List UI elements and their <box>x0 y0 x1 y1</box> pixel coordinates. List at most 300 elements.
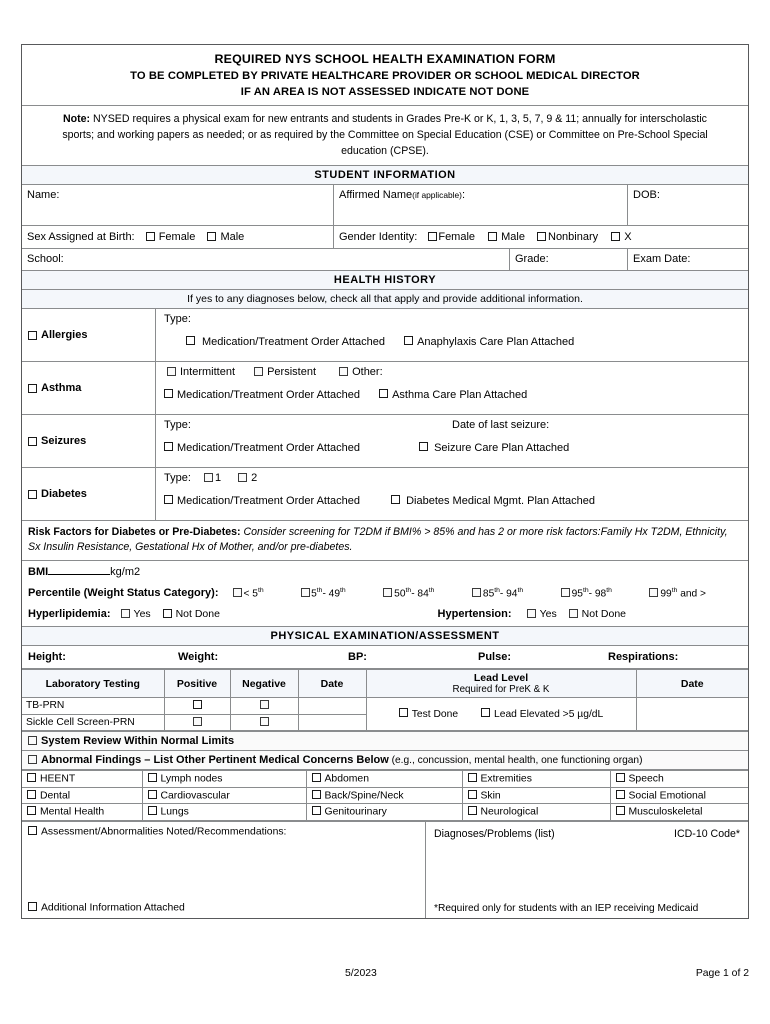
finding-back-spine-neck-label: Back/Spine/Neck <box>324 790 404 802</box>
risk-factors-row <box>22 521 748 561</box>
checkbox-icon[interactable] <box>481 708 490 717</box>
gender-option-x-label: X <box>624 231 632 244</box>
percentile-option-5-sup1: th <box>582 586 589 594</box>
sex-option-male[interactable] <box>207 231 244 243</box>
allergies-med-order-option[interactable] <box>186 336 385 348</box>
seizures-care-plan-option[interactable] <box>419 442 569 454</box>
percentile-option-6-post: and > <box>677 588 706 600</box>
risk-factors-block <box>22 521 748 560</box>
hyperlipidemia-notdone-label: Not Done <box>175 608 220 621</box>
finding-dental[interactable] <box>22 787 142 804</box>
lead-test-done-label: Test Done <box>411 708 459 720</box>
finding-mental-health[interactable] <box>22 804 142 821</box>
checkbox-icon[interactable] <box>28 826 37 835</box>
assessment-label: Assessment/Abnormalities Noted/Recommendations: <box>41 826 287 838</box>
diabetes-type-2-option[interactable] <box>238 472 257 484</box>
checkbox-icon[interactable] <box>616 773 625 782</box>
seizures-date-label: Date of last seizure: <box>452 419 550 432</box>
health-exam-form <box>21 44 749 919</box>
finding-lymph-nodes-label: Lymph nodes <box>160 773 223 785</box>
checkbox-icon[interactable] <box>28 902 37 911</box>
percentile-options <box>233 587 743 599</box>
health-history-band-row <box>22 271 748 290</box>
affirmed-name-field[interactable] <box>334 185 628 225</box>
revision-date: 5/2023 <box>345 968 377 979</box>
findings-grid-row <box>22 770 748 822</box>
dob-label: DOB: <box>633 189 660 202</box>
checkbox-icon[interactable] <box>616 790 625 799</box>
asthma-persistent-option[interactable] <box>254 366 316 378</box>
lead-test-done-option[interactable] <box>399 709 458 720</box>
allergies-label: Allergies <box>41 329 88 342</box>
finding-speech-label: Speech <box>628 773 664 785</box>
checkbox-icon[interactable] <box>167 367 176 376</box>
hypertension-group <box>438 608 742 620</box>
percentile-option-4-sup1: th <box>494 586 500 594</box>
finding-genitourinary-label: Genitourinary <box>324 806 387 818</box>
lipid-hypertension-line <box>28 608 742 620</box>
percentile-option-6-pre: 99 <box>660 588 672 600</box>
checkbox-icon[interactable] <box>193 700 202 709</box>
asthma-intermittent-option[interactable] <box>167 366 235 378</box>
checkbox-icon[interactable] <box>28 736 37 745</box>
tb-prn-date-cell[interactable] <box>298 698 366 715</box>
sex-option-female[interactable] <box>146 231 196 243</box>
checkbox-icon[interactable] <box>27 773 36 782</box>
name-label: Name: <box>27 189 60 202</box>
percentile-option-5-sup2: th <box>606 586 612 594</box>
seizures-care-plan-label: Seizure Care Plan Attached <box>434 441 570 454</box>
percentile-option-6[interactable] <box>649 587 706 599</box>
sex-option-male-label: Male <box>220 231 245 244</box>
sex-assigned-label: Sex Assigned at Birth: <box>27 231 135 244</box>
finding-mental-health-label: Mental Health <box>40 806 105 818</box>
diabetes-row <box>22 468 748 521</box>
allergies-med-order-label: Medication/Treatment Order Attached <box>202 335 386 348</box>
checkbox-icon[interactable] <box>312 790 321 799</box>
diabetes-type-label: Type: <box>164 472 191 485</box>
bmi-label: BMI <box>28 565 49 578</box>
diabetes-check[interactable] <box>22 468 156 520</box>
finding-dental-label: Dental <box>40 790 71 802</box>
system-review-option[interactable] <box>22 732 748 750</box>
gender-option-female-label: Female <box>438 231 476 244</box>
checkbox-icon[interactable] <box>28 490 37 499</box>
percentile-option-5-post: - 98 <box>588 588 607 600</box>
lead-date-cell[interactable] <box>636 698 748 731</box>
system-review-label: System Review Within Normal Limits <box>41 735 235 748</box>
name-row <box>22 185 748 226</box>
diagnoses-header <box>434 828 740 840</box>
finding-abdomen[interactable] <box>306 771 462 788</box>
lab-header-row <box>22 670 748 698</box>
checkbox-icon[interactable] <box>472 588 481 597</box>
asthma-persistent-label: Persistent <box>267 366 317 379</box>
finding-skin[interactable] <box>462 787 610 804</box>
finding-heent[interactable] <box>22 771 142 788</box>
allergies-care-plan-label: Anaphylaxis Care Plan Attached <box>417 335 575 348</box>
additional-info-option[interactable] <box>28 902 185 914</box>
vitals-row <box>22 646 748 669</box>
checkbox-icon[interactable] <box>148 773 157 782</box>
physical-exam-band: PHYSICAL EXAMINATION/ASSESSMENT <box>22 627 748 645</box>
asthma-label: Asthma <box>41 382 82 395</box>
checkbox-icon[interactable] <box>399 708 408 717</box>
grade-field[interactable] <box>510 249 628 270</box>
weight-field[interactable]: Weight: <box>178 651 219 664</box>
finding-speech[interactable] <box>610 771 748 788</box>
lab-col-lead-date: Date <box>636 670 748 698</box>
lead-elevated-label: Lead Elevated >5 µg/dL <box>493 708 604 720</box>
percentile-option-2-sup1: th <box>316 586 323 594</box>
checkbox-icon[interactable] <box>339 367 348 376</box>
finding-neurological-label: Neurological <box>480 806 539 818</box>
asthma-intermittent-label: Intermittent <box>180 366 236 379</box>
finding-neurological[interactable] <box>462 804 610 821</box>
diabetes-attachments <box>164 495 742 509</box>
diabetes-med-order-option[interactable] <box>164 495 360 507</box>
health-history-subband-row <box>22 290 748 309</box>
finding-musculoskeletal-label: Musculoskeletal <box>628 806 703 818</box>
checkbox-icon[interactable] <box>468 790 477 799</box>
student-information-band: STUDENT INFORMATION <box>22 166 748 184</box>
percentile-option-3[interactable] <box>383 587 434 599</box>
percentile-option-3-pre: 50 <box>394 588 406 600</box>
bmi-units: kg/m2 <box>110 565 141 578</box>
percentile-option-2-post: - 49 <box>322 588 341 600</box>
dob-field[interactable] <box>628 185 748 225</box>
hypertension-options <box>527 608 626 620</box>
abnormal-findings-row <box>22 751 748 770</box>
checkbox-icon[interactable] <box>419 442 428 451</box>
checkbox-icon[interactable] <box>404 336 413 345</box>
gender-option-male[interactable] <box>488 231 525 243</box>
percentile-option-4-post: - 94 <box>499 588 518 600</box>
icd-code-label: ICD-10 Code* <box>674 827 740 840</box>
finding-abdomen-label: Abdomen <box>324 773 369 785</box>
checkbox-icon[interactable] <box>163 609 172 618</box>
asthma-check[interactable] <box>22 362 156 414</box>
pulse-field[interactable]: Pulse: <box>478 651 512 664</box>
sickle-date-cell[interactable] <box>298 714 366 731</box>
checkbox-icon[interactable] <box>391 495 400 504</box>
note-text: NYSED requires a physical exam for new entrants and students in Grades Pre-K or K, 1, 3, 5, 7, 9 & 11; annually for interscholastic sports; and working papers as needed; or as required by the Committee on Special Education (CSE) or Committee on Pre-School Special education (CPSE). <box>62 112 708 157</box>
percentile-option-3-sup2: th <box>428 586 435 594</box>
table-row <box>22 771 748 788</box>
asthma-med-order-label: Medication/Treatment Order Attached <box>177 388 361 401</box>
finding-extremities[interactable] <box>462 771 610 788</box>
finding-skin-label: Skin <box>480 790 501 802</box>
gender-option-female[interactable] <box>428 231 475 243</box>
assessment-row <box>22 822 748 918</box>
checkbox-icon[interactable] <box>27 790 36 799</box>
checkbox-icon[interactable] <box>260 700 269 709</box>
lab-row-tb-prn: TB-PRN <box>22 698 164 715</box>
asthma-care-plan-label: Asthma Care Plan Attached <box>392 388 528 401</box>
seizures-check[interactable] <box>22 415 156 467</box>
page-number: Page 1 of 2 <box>695 968 749 979</box>
height-field[interactable]: Height: <box>28 651 66 664</box>
gender-option-nonbinary-label: Nonbinary <box>548 231 599 244</box>
diabetes-label: Diabetes <box>41 488 87 501</box>
hypertension-notdone-option[interactable] <box>569 608 626 620</box>
note-block <box>22 106 748 165</box>
lead-level-options-cell <box>366 698 636 731</box>
vitals-block <box>22 646 748 668</box>
hypertension-yes-label: Yes <box>539 608 557 621</box>
checkbox-icon[interactable] <box>312 806 321 815</box>
findings-grid <box>22 770 748 821</box>
name-field[interactable] <box>22 185 334 225</box>
checkbox-icon[interactable] <box>204 473 213 482</box>
checkbox-icon[interactable] <box>28 755 37 764</box>
asthma-other-option[interactable] <box>339 366 383 378</box>
affirmed-name-label: Affirmed Name <box>339 189 413 202</box>
bmi-line <box>28 566 742 578</box>
exam-date-label: Exam Date: <box>633 253 691 266</box>
checkbox-icon[interactable] <box>164 495 173 504</box>
gender-option-x[interactable] <box>611 231 631 243</box>
checkbox-icon[interactable] <box>233 588 242 597</box>
checkbox-icon[interactable] <box>379 389 388 398</box>
checkbox-icon[interactable] <box>27 806 36 815</box>
lab-col-negative: Negative <box>230 670 298 698</box>
bmi-block <box>22 561 748 626</box>
affirmed-name-colon: : <box>461 189 466 202</box>
additional-info-label: Additional Information Attached <box>41 902 185 914</box>
gender-identity-group <box>334 226 748 248</box>
allergies-type-label: Type: <box>164 313 191 326</box>
hypertension-notdone-label: Not Done <box>581 608 626 621</box>
checkbox-icon[interactable] <box>121 609 130 618</box>
diabetes-details <box>156 468 748 520</box>
percentile-option-2-pre: 5 <box>311 588 317 600</box>
sickle-positive-cell[interactable] <box>164 714 230 731</box>
form-title-line-2: TO BE COMPLETED BY PRIVATE HEALTHCARE PROVIDER OR SCHOOL MEDICAL DIRECTOR <box>130 69 640 82</box>
checkbox-icon[interactable] <box>428 232 437 241</box>
page-footer <box>21 968 749 979</box>
school-label: School: <box>27 253 64 266</box>
hyperlipidemia-yes-option[interactable] <box>121 608 151 620</box>
title-row <box>22 45 748 106</box>
form-title-line-3: IF AN AREA IS NOT ASSESSED INDICATE NOT DONE <box>240 85 530 98</box>
percentile-option-2[interactable] <box>301 587 346 599</box>
lab-col-testing: Laboratory Testing <box>22 670 164 698</box>
percentile-line <box>28 587 742 599</box>
hyperlipidemia-options <box>121 608 220 620</box>
finding-lungs-label: Lungs <box>160 806 189 818</box>
checkbox-icon[interactable] <box>616 806 625 815</box>
checkbox-icon[interactable] <box>468 806 477 815</box>
checkbox-icon[interactable] <box>28 331 37 340</box>
student-information-band-row <box>22 166 748 185</box>
finding-social-emotional[interactable] <box>610 787 748 804</box>
physical-exam-band-row <box>22 627 748 646</box>
respirations-field[interactable]: Respirations: <box>608 651 679 664</box>
hypertension-label: Hypertension: <box>437 608 512 621</box>
lab-col-date: Date <box>298 670 366 698</box>
seizures-label: Seizures <box>41 435 87 448</box>
finding-musculoskeletal[interactable] <box>610 804 748 821</box>
health-history-band: HEALTH HISTORY <box>22 271 748 289</box>
assessment-left <box>22 822 426 918</box>
asthma-details <box>156 362 748 414</box>
diabetes-type-2-label: 2 <box>251 472 258 485</box>
laboratory-testing-table <box>22 669 748 731</box>
percentile-option-3-post: - 84 <box>411 588 429 600</box>
checkbox-icon[interactable] <box>260 717 269 726</box>
seizures-row <box>22 415 748 468</box>
sex-gender-row <box>22 226 748 249</box>
percentile-label: Percentile (Weight Status Category): <box>28 587 219 600</box>
icd-footnote: *Required only for students with an IEP receiving Medicaid <box>434 902 699 914</box>
school-field[interactable] <box>22 249 510 270</box>
abnormal-findings-note: (e.g., concussion, mental health, one functioning organ) <box>388 755 643 767</box>
gender-option-nonbinary[interactable] <box>537 231 598 243</box>
finding-extremities-label: Extremities <box>480 773 532 785</box>
diabetes-type-1-label: 1 <box>214 472 222 485</box>
note-label: Note: <box>63 112 91 125</box>
checkbox-icon[interactable] <box>569 609 578 618</box>
checkbox-icon[interactable] <box>207 232 216 241</box>
exam-date-field[interactable] <box>628 249 748 270</box>
grade-label: Grade: <box>515 253 549 266</box>
lab-col-lead-level <box>366 670 636 698</box>
checkbox-icon[interactable] <box>186 336 195 345</box>
bmi-input[interactable] <box>48 574 110 575</box>
gender-identity-label: Gender Identity: <box>339 231 418 244</box>
allergies-care-plan-option[interactable] <box>404 336 574 348</box>
hypertension-yes-option[interactable] <box>527 608 557 620</box>
assessment-option[interactable] <box>28 826 419 838</box>
table-row <box>22 804 748 821</box>
checkbox-icon[interactable] <box>148 806 157 815</box>
lab-row-sickle-cell: Sickle Cell Screen-PRN <box>22 714 164 731</box>
table-row <box>22 787 748 804</box>
diabetes-type-1-option[interactable] <box>204 472 221 484</box>
sex-option-female-label: Female <box>158 231 196 244</box>
allergies-details <box>156 309 748 361</box>
hyperlipidemia-yes-label: Yes <box>133 608 151 621</box>
tb-prn-negative-cell[interactable] <box>230 698 298 715</box>
checkbox-icon[interactable] <box>28 437 37 446</box>
checkbox-icon[interactable] <box>238 473 247 482</box>
percentile-option-3-sup1: th <box>405 586 412 594</box>
checkbox-icon[interactable] <box>146 232 155 241</box>
percentile-option-5[interactable] <box>561 587 612 599</box>
percentile-option-1[interactable] <box>233 587 264 599</box>
hyperlipidemia-notdone-option[interactable] <box>163 608 220 620</box>
percentile-option-6-sup1: th <box>671 586 678 594</box>
checkbox-icon[interactable] <box>561 588 570 597</box>
risk-factors-text: Consider screening for T2DM if BMI% > 85% and has 2 or more risk factors:Family Hx T2DM, Ethnicity, Sx Insulin Resistance, Gestational Hx of Mother, and/or pre-diabetes. <box>28 526 728 554</box>
seizures-med-order-option[interactable] <box>164 442 360 454</box>
seizures-details <box>156 415 748 467</box>
lead-level-subtitle: Required for PreK & K <box>452 684 550 696</box>
note-row <box>22 106 748 166</box>
seizures-attachments <box>164 442 742 456</box>
bmi-row <box>22 561 748 627</box>
finding-genitourinary[interactable] <box>306 804 462 821</box>
checkbox-icon[interactable] <box>611 232 620 241</box>
lab-table-row <box>22 669 748 732</box>
form-title-line-1: REQUIRED NYS SCHOOL HEALTH EXAMINATION FORM <box>214 52 556 66</box>
finding-back-spine-neck[interactable] <box>306 787 462 804</box>
checkbox-icon[interactable] <box>148 790 157 799</box>
seizures-type-label: Type: <box>164 419 191 432</box>
asthma-row <box>22 362 748 415</box>
checkbox-icon[interactable] <box>383 588 392 597</box>
percentile-option-4-sup2: th <box>517 586 524 594</box>
asthma-attachments <box>164 389 742 403</box>
sex-assigned-at-birth-group <box>22 226 334 248</box>
abnormal-findings-option[interactable] <box>22 751 748 769</box>
percentile-option-1-sup1: th <box>257 586 264 594</box>
asthma-med-order-option[interactable] <box>164 389 360 401</box>
checkbox-icon[interactable] <box>468 773 477 782</box>
health-history-instruction: If yes to any diagnoses below, check all that apply and provide additional information. <box>22 290 748 308</box>
asthma-severity-options <box>164 366 742 380</box>
diabetes-type-row <box>164 472 742 486</box>
checkbox-icon[interactable] <box>527 609 536 618</box>
checkbox-icon[interactable] <box>312 773 321 782</box>
abnormal-findings-label: Abnormal Findings – List Other Pertinent Medical Concerns Below <box>41 754 389 767</box>
allergies-row <box>22 309 748 362</box>
checkbox-icon[interactable] <box>488 232 497 241</box>
diabetes-plan-option[interactable] <box>391 495 595 507</box>
bp-field[interactable]: BP: <box>348 651 367 664</box>
finding-cardiovascular[interactable] <box>142 787 306 804</box>
school-row <box>22 249 748 271</box>
checkbox-icon[interactable] <box>301 588 310 597</box>
lead-level-title: Lead Level <box>473 672 529 685</box>
finding-heent-label: HEENT <box>40 773 76 785</box>
finding-social-emotional-label: Social Emotional <box>628 790 706 802</box>
checkbox-icon[interactable] <box>28 384 37 393</box>
gender-option-male-label: Male <box>501 231 525 244</box>
allergies-check[interactable] <box>22 309 156 361</box>
percentile-option-1-pre: < 5 <box>243 588 258 600</box>
affirmed-name-note: (if applicable) <box>412 190 462 201</box>
seizures-med-order-label: Medication/Treatment Order Attached <box>177 441 361 454</box>
checkbox-icon[interactable] <box>537 232 546 241</box>
allergies-attachments <box>164 336 742 350</box>
risk-factors-label: Risk Factors for Diabetes or Pre-Diabetes: <box>28 526 241 539</box>
checkbox-icon[interactable] <box>164 442 173 451</box>
lead-elevated-option[interactable] <box>481 709 603 720</box>
tb-prn-positive-cell[interactable] <box>164 698 230 715</box>
diabetes-med-order-label: Medication/Treatment Order Attached <box>177 494 361 507</box>
diabetes-plan-label: Diabetes Medical Mgmt. Plan Attached <box>406 494 596 507</box>
finding-cardiovascular-label: Cardiovascular <box>160 790 230 802</box>
hyperlipidemia-label: Hyperlipidemia: <box>28 608 111 621</box>
finding-lymph-nodes[interactable] <box>142 771 306 788</box>
checkbox-icon[interactable] <box>649 588 658 597</box>
finding-lungs[interactable] <box>142 804 306 821</box>
percentile-option-4[interactable] <box>472 587 523 599</box>
checkbox-icon[interactable] <box>164 389 173 398</box>
checkbox-icon[interactable] <box>254 367 263 376</box>
asthma-other-label: Other: <box>352 366 383 379</box>
percentile-option-2-sup2: th <box>340 586 346 594</box>
percentile-option-4-pre: 85 <box>482 588 495 600</box>
sickle-negative-cell[interactable] <box>230 714 298 731</box>
asthma-care-plan-option[interactable] <box>379 389 527 401</box>
lab-col-positive: Positive <box>164 670 230 698</box>
diagnoses-label: Diagnoses/Problems (list) <box>434 827 555 840</box>
system-review-row <box>22 732 748 751</box>
checkbox-icon[interactable] <box>193 717 202 726</box>
